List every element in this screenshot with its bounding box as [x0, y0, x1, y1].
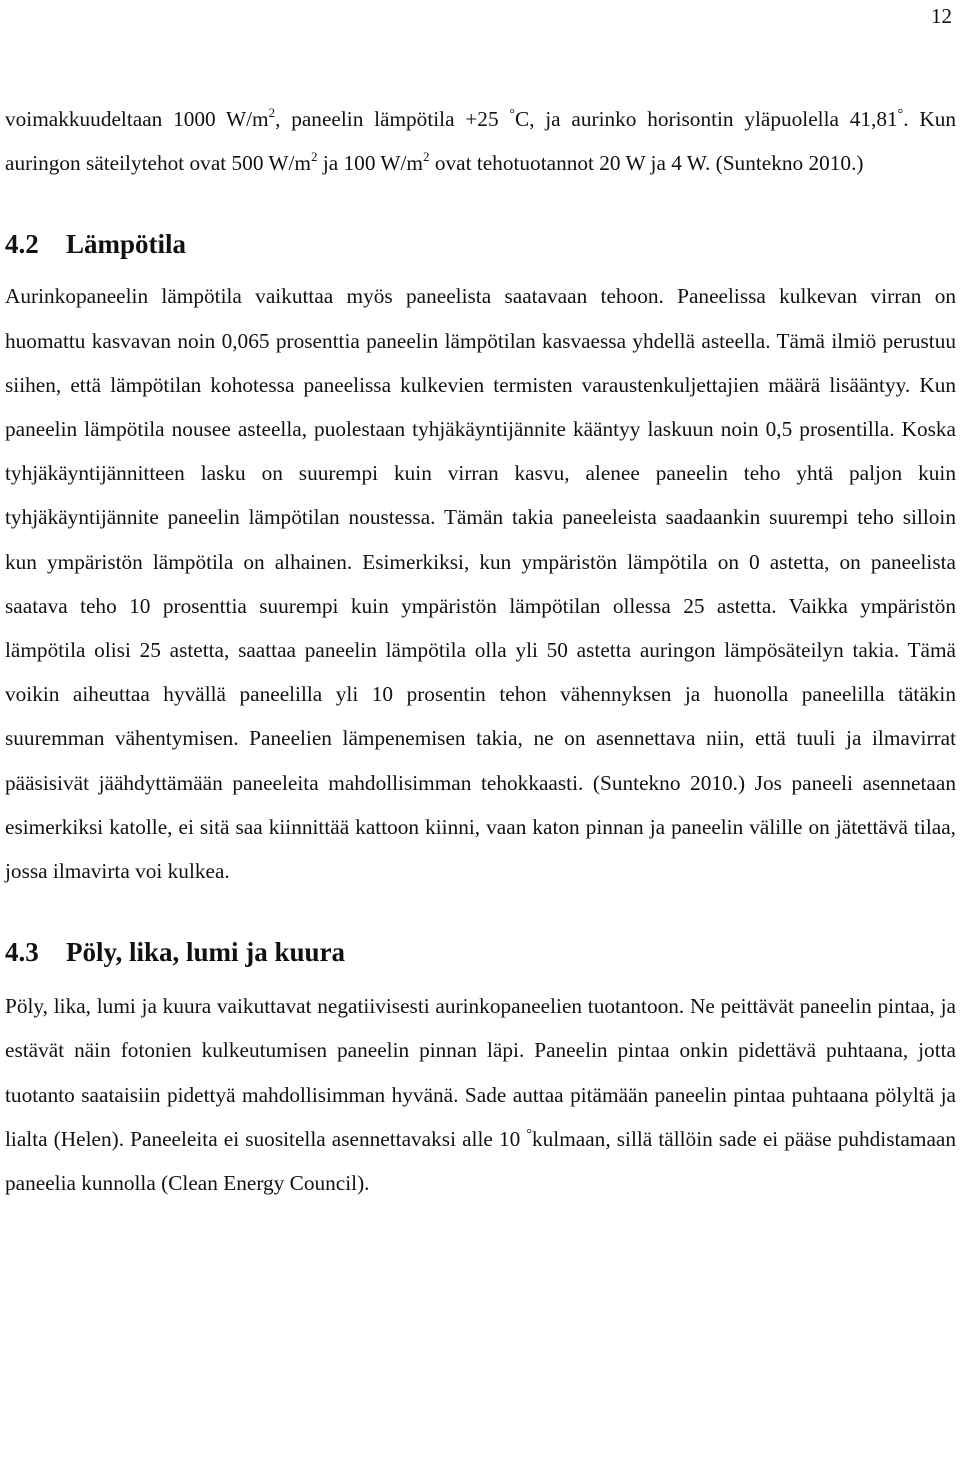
section-number: 4.3 [5, 937, 39, 968]
section-4-3-text-a: Pöly, lika, lumi ja kuura vaikuttavat negatiivisesti aurinkopaneelien tuotantoon. Ne peittävät paneelin pintaa, ja estävät näin fotonien kulkeutumisen paneelin pinnan läpi. Paneelin pintaa onkin pidettävä puhtaana, jotta tuotanto saataisiin pidettyä mahdollisimman hyvänä. Sade auttaa pitämään paneelin pintaa puhtaana pölyltä ja lialta (Helen). Paneeleita ei suositella asennettavaksi alle 10 [5, 994, 956, 1151]
intro-text-5: ja 100 W/m [317, 151, 423, 176]
intro-text-3: C, ja aurinko horisontin yläpuolella 41,81 [514, 107, 898, 131]
section-heading-4-2 [5, 229, 956, 260]
document-body [5, 97, 956, 1205]
section-number: 4.2 [5, 229, 39, 260]
intro-paragraph [5, 97, 956, 185]
degree-symbol: ° [897, 107, 904, 122]
section-title: Pöly, lika, lumi ja kuura [66, 937, 346, 968]
intro-superscript-3: 2 [423, 149, 430, 165]
intro-superscript-1: 2 [268, 105, 276, 120]
section-4-2-paragraph: Aurinkopaneelin lämpötila vaikuttaa myös paneelista saatavaan tehoon. Paneelissa kulkevan virran on huomattu kasvavan noin 0,065 prosenttia paneelin lämpötilan kasvaessa yhdellä asteella. Tämä ilmiö perustuu siihen, että lämpötilan kohotessa paneelissa kulkevien termisten varaustenkuljettajien määrä lisääntyy. Kun paneelin lämpötila nousee asteella, puolestaan tyhjäkäyntijännite kääntyy laskuun noin 0,5 prosentilla. Koska tyhjäkäyntijännitteen lasku on suurempi kuin virran kasvu, alenee paneelin teho yhtä paljon kuin tyhjäkäyntijännite paneelin lämpötilan noustessa. Tämän takia paneeleista saadaankin suurempi teho silloin kun ympäristön lämpötila on alhainen. Esimerkiksi, kun ympäristön lämpötila on 0 astetta, on paneelista saatava teho 10 prosenttia suurempi kuin ympäristön lämpötilan ollessa 25 astetta. Vaikka ympäristön lämpötila olisi 25 astetta, saattaa paneelin lämpötila olla yli 50 astetta auringon lämpösäteilyn takia. Tämä voikin aiheuttaa hyvällä paneelilla yli 10 prosentin tehon vähennyksen ja huonolla paneelilla tätäkin suuremman vähentymisen. Paneelien lämpenemisen takia, ne on asennettava niin, että tuuli ja ilmavirrat pääsisivät jäähdyttämään paneeleita mahdollisimman tehokkaasti. (Suntekno 2010.) Jos paneeli asennetaan esimerkiksi katolle, ei sitä saa kiinnittää kattoon kiinni, vaan katon pinnan ja paneelin välille on jätettävä tilaa, jossa ilmavirta voi kulkea. [5, 284, 956, 884]
intro-text-2: , paneelin lämpötila +25 [275, 107, 499, 131]
section-title: Lämpötila [66, 229, 187, 260]
intro-text-6: ovat tehotuotannot 20 W ja 4 W. (Suntekno 2010.) [429, 151, 864, 176]
intro-text-1: voimakkuudeltaan 1000 W/m [5, 107, 269, 131]
intro-text-4: . Kun auringon säteilytehot ovat 500 W/m [5, 107, 956, 176]
page-number: 12 [931, 4, 952, 28]
degree-symbol: ° [509, 107, 515, 122]
section-heading-4-3 [5, 937, 956, 968]
section-4-3-text-b: kulmaan, sillä tällöin sade ei pääse puhdistamaan paneelia kunnolla (Clean Energy Council). [5, 1126, 957, 1196]
intro-superscript-2: 2 [311, 149, 318, 165]
section-4-3-paragraph [5, 984, 956, 1205]
degree-symbol: ° [526, 1126, 532, 1142]
